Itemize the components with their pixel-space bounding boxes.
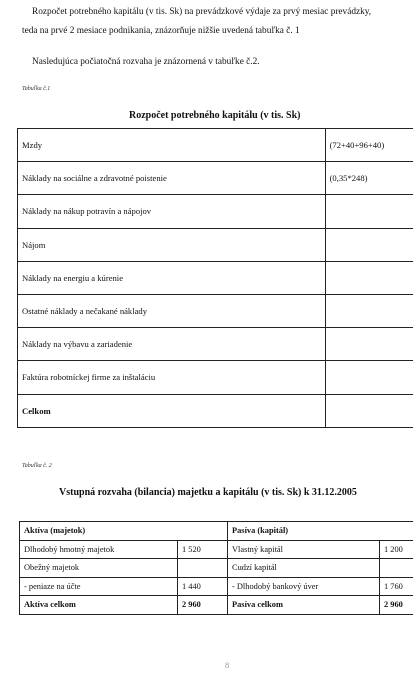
total-label: Celkom [18,394,326,427]
intro-line-1: Rozpočet potrebného kapitálu (v tis. Sk) na prevádzkové výdaje za prvý mesiac prevádzky, [32,7,372,17]
row-label: Náklady na sociálne a zdravotné poistenie [18,162,326,195]
row-value [325,328,413,361]
row-value [325,228,413,261]
row-label: Náklady na nákup potravín a nápojov [18,195,326,228]
liabilities-header: Pasíva (kapitál) [228,522,413,541]
table-row [18,361,413,394]
asset-value [178,559,228,578]
row-value [325,294,413,327]
table-row [18,195,413,228]
row-label: Faktúra robotníckej firme za inštaláciu [18,361,326,394]
table-row [18,261,413,294]
liabilities-total-label: Pasíva celkom [228,596,380,615]
capital-budget-table [17,128,413,428]
asset-label: Obežný majetok [20,559,178,578]
row-label: Mzdy [18,129,326,162]
asset-label: - peniaze na účte [20,577,178,596]
total-value [325,394,413,427]
table1-title: Rozpočet potrebného kapitálu (v tis. Sk) [129,110,301,121]
table-total-row [20,596,413,615]
liability-label: Cudzí kapitál [228,559,380,578]
table-row [18,162,413,195]
assets-total-label: Aktíva celkom [20,596,178,615]
table-row [18,129,413,162]
liability-value [380,559,413,578]
page-number: 8 [225,660,230,670]
asset-label: Dlhodobý hmotný majetok [20,540,178,559]
assets-header: Aktíva (majetok) [20,522,228,541]
liability-value: 1 200 [380,540,413,559]
table-row [18,294,413,327]
table2-title: Vstupná rozvaha (bilancia) majetku a kapitálu (v tis. Sk) k 31.12.2005 [59,487,357,498]
liabilities-total-value: 2 960 [380,596,413,615]
row-label: Nájom [18,228,326,261]
row-value [325,361,413,394]
table-row [20,559,413,578]
table2-caption: Tabuľka č. 2 [22,463,52,469]
table-total-row [18,394,413,427]
table1-caption: Tabuľka č.1 [22,86,51,92]
asset-value: 1 440 [178,577,228,596]
row-value [325,195,413,228]
assets-total-value: 2 960 [178,596,228,615]
row-value: (0,35*248) [325,162,413,195]
intro-line-3: Nasledujúca počiatočná rozvaha je znázornená v tabuľke č.2. [32,57,260,67]
row-label: Náklady na energiu a kúrenie [18,261,326,294]
liability-label: Vlastný kapitál [228,540,380,559]
table-row [18,328,413,361]
row-value [325,261,413,294]
intro-line-2: teda na prvé 2 mesiace podnikania, znázorňuje nižšie uvedená tabuľka č. 1 [22,26,300,36]
row-label: Náklady na výbavu a zariadenie [18,328,326,361]
table-row [18,228,413,261]
row-value: (72+40+96+40) [325,129,413,162]
table-row [20,540,413,559]
table-row [20,577,413,596]
row-label: Ostatné náklady a nečakané náklady [18,294,326,327]
balance-sheet-table [19,521,413,615]
table-header-row [20,522,413,541]
asset-value: 1 520 [178,540,228,559]
liability-label: - Dlhodobý bankový úver [228,577,380,596]
liability-value: 1 760 [380,577,413,596]
